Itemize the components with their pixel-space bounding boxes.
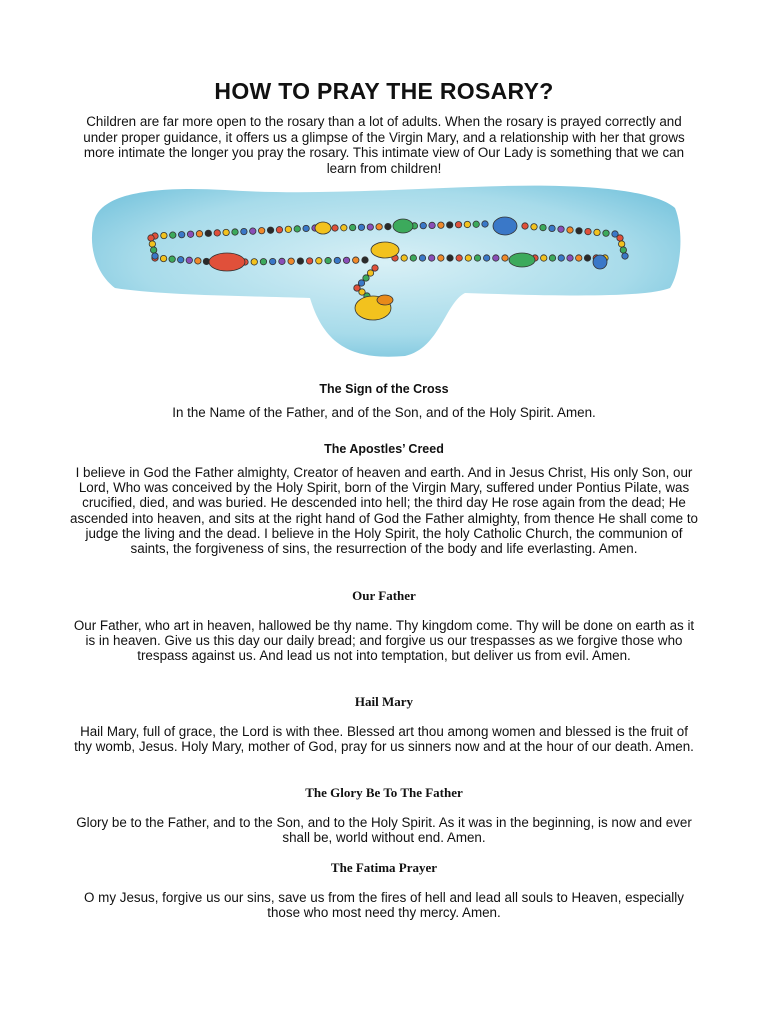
rosary-bead [447,255,453,261]
rosary-bead [522,223,528,229]
rosary-bead [214,230,220,236]
rosary-bead [531,224,537,230]
rosary-bead [456,255,462,261]
rosary-bead [349,224,355,230]
rosary-bead [332,225,338,231]
rosary-bead [438,222,444,228]
prayer-heading: The Fatima Prayer [330,860,438,875]
prayer-hail-mary [70,694,698,754]
rosary-bead [358,224,364,230]
rosary-bead [279,258,285,264]
rosary-bead [549,225,555,231]
rosary-bead [150,247,156,253]
rosary-bead [541,255,547,261]
rosary-bead [558,255,564,261]
rosary-bead [250,228,256,234]
rosary-bead [353,257,359,263]
rosary-bead [447,222,453,228]
rosary-bead [567,227,573,233]
rosary-bead [178,257,184,263]
rosary-bead [205,230,211,236]
intro-paragraph: Children are far more open to the rosary than a lot of adults. When the rosary is prayed correctly and under proper guidance, it offers us a glimpse of the Virgin Mary, and a relationship with her that grows more intimate the longer you pray the rosary. This intimate view of Our Lady is something that we can learn from children! [83,114,685,176]
rosary-bead [419,255,425,261]
rosary-bead [438,255,444,261]
rosary-bead [223,229,229,235]
rosary-bead [343,257,349,263]
rosary-bead [209,253,245,271]
rosary-bead [170,232,176,238]
prayer-fatima [70,860,698,920]
prayer-sign-of-the-cross [70,382,698,420]
rosary-bead [549,255,555,261]
rosary-bead [178,231,184,237]
rosary-bead [325,257,331,263]
rosary-bead [187,231,193,237]
rosary-bead [509,253,535,267]
rosary-bead [429,222,435,228]
prayer-heading: The Glory Be To The Father [305,785,463,800]
rosary-bead [502,255,508,261]
prayer-text: Glory be to the Father, and to the Son, and to the Holy Spirit. As it was in the beginning, is now and ever shall be, world without end. Amen. [76,815,692,846]
rosary-bead [493,255,499,261]
rosary-bead [576,228,582,234]
rosary-bead [267,227,273,233]
prayer-text: Our Father, who art in heaven, hallowed be thy name. Thy kingdom come. Thy will be done on earth as it is in heaven. Give us this day our daily bread; and forgive us our trespasses as we forgive those who trespass against us. And lead us not into temptation, but deliver us from evil. Amen. [73,618,695,664]
rosary-bead [269,258,275,264]
rosary-bead [306,258,312,264]
rosary-bead [161,232,167,238]
prayer-heading: Our Father [352,588,416,603]
rosary-bead [169,256,175,262]
rosary-bead [622,253,628,259]
rosary-bead [410,255,416,261]
prayer-text: O my Jesus, forgive us our sins, save us from the fires of hell and lead all souls to Heaven, especially those who most need thy mercy. Amen. [84,890,684,921]
page-title: HOW TO PRAY THE ROSARY? [214,78,554,104]
water-background [92,186,681,357]
prayer-our-father [70,588,698,664]
rosary-bead [186,257,192,263]
rosary-bead [232,229,238,235]
rosary-bead [160,255,166,261]
rosary-bead [540,224,546,230]
rosary-bead [482,221,488,227]
rosary-bead [401,255,407,261]
rosary-bead [567,255,573,261]
rosary-bead [371,242,399,258]
rosary-bead [362,257,368,263]
rosary-bead [420,222,426,228]
rosary-illustration-icon [85,178,685,358]
rosary-bead [493,217,517,235]
rosary-bead [276,227,282,233]
prayer-apostles-creed [70,442,698,556]
rosary-bead [464,221,470,227]
rosary-bead [474,255,480,261]
rosary-bead [617,235,623,241]
rosary-bead [367,224,373,230]
rosary-bead [393,219,413,233]
rosary-bead [294,226,300,232]
prayer-text: I believe in God the Father almighty, Creator of heaven and earth. And in Jesus Christ, His only Son, our Lord, Who was conceived by the Holy Spirit, born of the Virgin Mary, suffered under Pontius Pilate, was crucified, died, and was buried. He descended into hell; the third day He rose again from the dead; He ascended into heaven, and sits at the right hand of God the Father almighty, from thence He shall come to judge the living and the dead. I believe in the Holy Spirit, the holy Catholic Church, the communion of saints, the forgiveness of sins, the resurrection of the body and life everlasting. Amen. [70,465,698,557]
rosary-bead [594,229,600,235]
rosary-bead [473,221,479,227]
rosary-bead [585,228,591,234]
rosary-bead [377,295,393,305]
rosary-bead [195,258,201,264]
rosary-bead [149,241,155,247]
rosary-bead [618,241,624,247]
prayer-text: In the Name of the Father, and of the Son, and of the Holy Spirit. Amen. [172,405,596,420]
rosary-bead [376,224,382,230]
rosary-bead [483,255,489,261]
rosary-bead [297,258,303,264]
rosary-bead [260,258,266,264]
rosary-bead [334,257,340,263]
rosary-bead [576,255,582,261]
rosary-bead [428,255,434,261]
prayer-text: Hail Mary, full of grace, the Lord is with thee. Blessed art thou among women and blessed is the fruit of thy womb, Jesus. Holy Mary, mother of God, pray for us sinners now and at the hour of our death. Amen. [74,724,694,755]
prayer-heading: The Apostles’ Creed [324,442,444,456]
rosary-bead [196,231,202,237]
rosary-bead [593,255,607,269]
rosary-bead [152,253,158,259]
rosary-bead [148,235,154,241]
rosary-bead [251,259,257,265]
rosary-bead [288,258,294,264]
rosary-bead [465,255,471,261]
rosary-bead [385,223,391,229]
prayer-heading: The Sign of the Cross [319,382,449,396]
rosary-bead [558,226,564,232]
rosary-bead [341,225,347,231]
rosary-bead [315,222,331,234]
rosary-bead [584,255,590,261]
rosary-bead [303,225,309,231]
rosary-bead [241,228,247,234]
prayer-glory-be [70,785,698,845]
rosary-bead [620,247,626,253]
rosary-bead [603,230,609,236]
rosary-bead [316,258,322,264]
prayer-heading: Hail Mary [354,694,414,709]
rosary-bead [258,227,264,233]
rosary-bead [455,222,461,228]
rosary-bead [285,226,291,232]
